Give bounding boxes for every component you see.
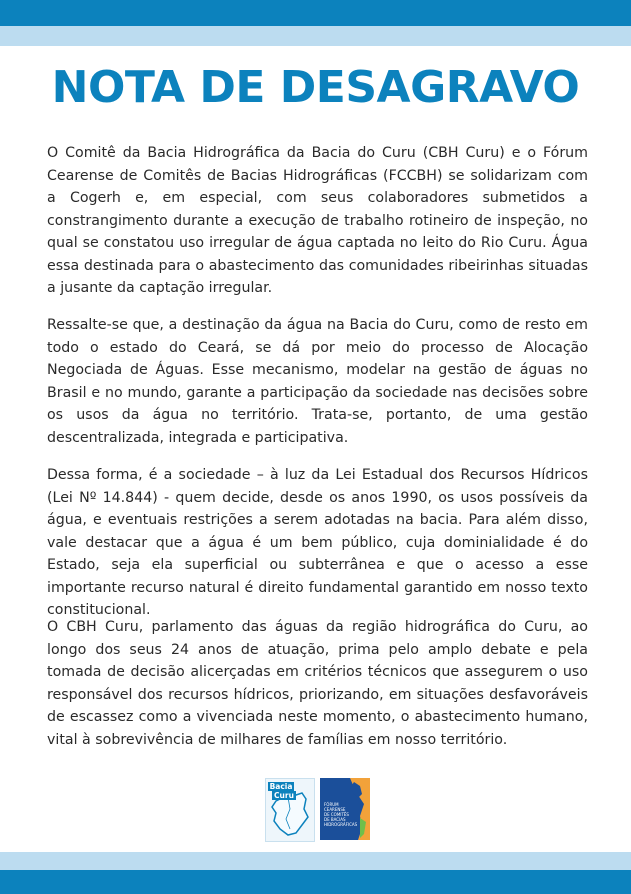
top-band-dark — [0, 0, 631, 26]
bottom-band-dark — [0, 870, 631, 894]
forum-line-1: FÓRUM — [324, 802, 339, 807]
paragraph-3: Dessa forma, é a sociedade – à luz da Lei Estadual dos Recursos Hídricos (Lei Nº 14.844) - quem decide, desde os anos 1990, os usos possíveis da água, e eventuais restrições a serem adotadas na bacia. Para além disso, vale destacar que a água é um bem público, cuja dominialidade é do Estado, seja ela superficial ou subterrânea e que o acesso a esse importante recurso natural é direito fundamental garantido em nosso texto constitucional. — [47, 467, 588, 618]
bacia-curu-map-icon — [266, 779, 314, 841]
paragraph-4: O CBH Curu, parlamento das águas da região hidrográfica do Curu, ao longo dos seus 24 anos de atuação, prima pelo amplo debate e pela tomada de decisão alicerçadas em critérios técnicos que assegurem o uso responsável dos recursos hídricos, priorizando, em situações desfavoráveis de escassez como a vivenciada neste momento, o abastecimento humano, vital à sobrevivência de milhares de famílias em nosso território. — [47, 619, 588, 748]
paragraph-2: Ressalte-se que, a destinação da água na Bacia do Curu, como de resto em todo o estado do Ceará, se dá por meio do processo de Alocação Negociada de Águas. Esse mecanismo, modelar na gestão de águas no Brasil e no mundo, garante a participação da sociedade nas decisões sobre os usos da água no território. Trata-se, portanto, de uma gestão descentralizada, integrada e participativa. — [47, 317, 588, 446]
cbh-curu-logo — [265, 778, 315, 842]
page-title: NOTA DE DESAGRAVO — [51, 62, 580, 113]
bottom-band-light — [0, 852, 631, 870]
forum-line-4: DE BACIAS — [324, 817, 346, 822]
forum-line-3: DE COMITÊS — [324, 812, 349, 817]
forum-line-2: CEARENSE — [324, 807, 346, 812]
bacia-logo-word: Bacia — [269, 782, 293, 791]
forum-logo-text — [324, 802, 364, 827]
paragraph-1: O Comitê da Bacia Hidrográfica da Bacia do Curu (CBH Curu) e o Fórum Cearense de Comitês de Bacias Hidrográficas (FCCBH) se solidarizam com a Cogerh e, em especial, com seus colaboradores submetidos a constrangimento durante a execução de trabalho rotineiro de inspeção, no qual se constatou uso irregular de água captada no leito do Rio Curu. Água essa destinada para o abastecimento das comunidades ribeirinhas situadas a jusante da captação irregular. — [47, 145, 588, 296]
curu-logo-word: Curu — [274, 791, 294, 800]
forum-line-5: HIDROGRÁFICAS — [324, 822, 358, 827]
fccbh-logo — [320, 778, 370, 840]
top-band-light — [0, 26, 631, 46]
